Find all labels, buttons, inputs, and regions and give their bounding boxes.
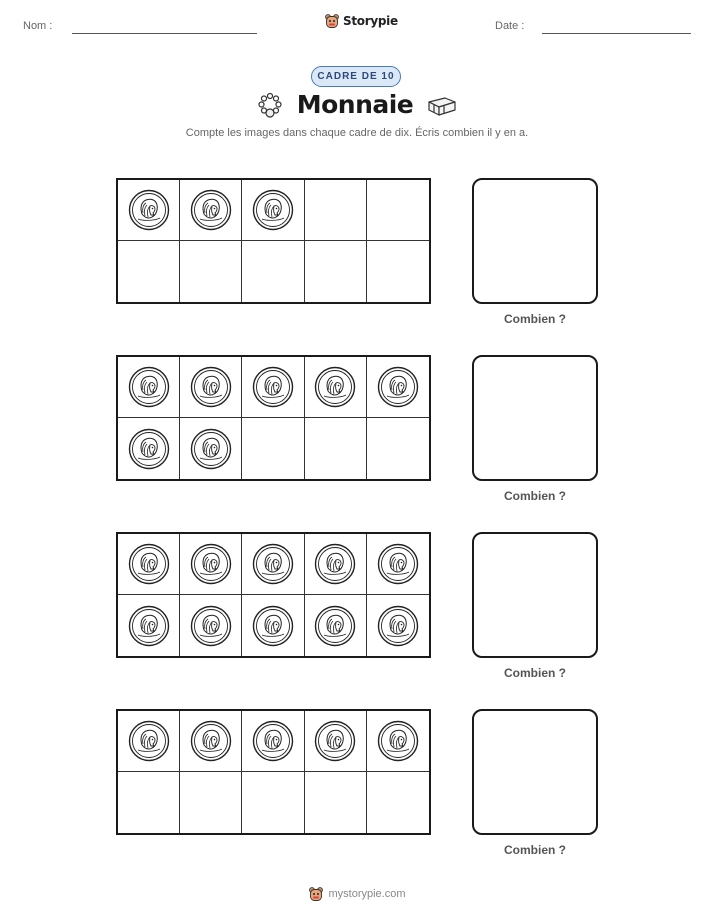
lion-coin-icon	[377, 720, 419, 762]
lion-coin-icon	[252, 189, 294, 231]
storypie-mascot-icon	[308, 886, 324, 902]
answer-box-3[interactable]	[472, 532, 598, 658]
lion-coin-icon	[377, 543, 419, 585]
frame-cell	[180, 418, 242, 479]
ten-frame-2	[116, 355, 431, 481]
frame-cell	[242, 772, 304, 833]
lion-coin-icon	[314, 605, 356, 647]
answer-label-3: Combien ?	[504, 666, 566, 680]
ten-frame-1	[116, 178, 431, 304]
answer-box-2[interactable]	[472, 355, 598, 481]
storypie-mascot-icon	[324, 13, 340, 29]
frame-cell	[305, 418, 367, 479]
lion-coin-icon	[190, 605, 232, 647]
frame-cell	[305, 534, 367, 595]
lion-coin-icon	[190, 189, 232, 231]
answer-box-1[interactable]	[472, 178, 598, 304]
frame-cell	[118, 595, 180, 656]
lion-coin-icon	[314, 366, 356, 408]
lion-coin-icon	[128, 428, 170, 470]
lion-coin-icon	[314, 543, 356, 585]
ten-frame-3	[116, 532, 431, 658]
answer-label-2: Combien ?	[504, 489, 566, 503]
date-label: Date :	[495, 20, 525, 32]
frame-cell	[118, 772, 180, 833]
frame-cell	[305, 241, 367, 302]
brand-logo	[324, 13, 398, 29]
lion-coin-icon	[190, 720, 232, 762]
lion-coin-icon	[128, 720, 170, 762]
frame-cell	[367, 595, 429, 656]
frame-cell	[242, 241, 304, 302]
frame-cell	[242, 357, 304, 418]
frame-cell	[367, 418, 429, 479]
lion-coin-icon	[377, 366, 419, 408]
frame-cell	[180, 595, 242, 656]
frame-cell	[180, 711, 242, 772]
page-title: Monnaie	[296, 90, 414, 119]
worksheet-type-badge: CADRE DE 10	[311, 66, 401, 87]
lion-coin-icon	[252, 605, 294, 647]
lion-coin-icon	[128, 366, 170, 408]
frame-cell	[305, 180, 367, 241]
frame-cell	[242, 595, 304, 656]
frame-cell	[242, 711, 304, 772]
name-line	[72, 33, 257, 34]
lion-coin-icon	[252, 366, 294, 408]
frame-cell	[367, 241, 429, 302]
footer	[0, 886, 714, 902]
lion-coin-icon	[128, 605, 170, 647]
title-row	[0, 90, 714, 119]
frame-cell	[242, 180, 304, 241]
frame-cell	[118, 241, 180, 302]
frame-cell	[305, 357, 367, 418]
instructions: Compte les images dans chaque cadre de dix. Écris combien il y en a.	[185, 127, 529, 139]
frame-cell	[118, 418, 180, 479]
frame-cell	[180, 357, 242, 418]
frame-cell	[305, 711, 367, 772]
coin-necklace-icon	[257, 92, 283, 118]
lion-coin-icon	[190, 366, 232, 408]
brand-name: Storypie	[343, 14, 398, 28]
frame-cell	[118, 534, 180, 595]
frame-cell	[118, 711, 180, 772]
lion-coin-icon	[252, 543, 294, 585]
frame-cell	[180, 534, 242, 595]
frame-cell	[242, 534, 304, 595]
frame-cell	[242, 418, 304, 479]
lion-coin-icon	[190, 543, 232, 585]
answer-box-4[interactable]	[472, 709, 598, 835]
frame-cell	[180, 241, 242, 302]
footer-url: mystorypie.com	[328, 888, 406, 900]
cash-bundle-icon	[427, 92, 457, 118]
lion-coin-icon	[128, 189, 170, 231]
name-label: Nom :	[23, 20, 53, 32]
answer-label-1: Combien ?	[504, 312, 566, 326]
frame-cell	[367, 534, 429, 595]
frame-cell	[367, 772, 429, 833]
frame-cell	[367, 711, 429, 772]
lion-coin-icon	[377, 605, 419, 647]
frame-cell	[118, 357, 180, 418]
ten-frame-4	[116, 709, 431, 835]
frame-cell	[367, 357, 429, 418]
answer-label-4: Combien ?	[504, 843, 566, 857]
frame-cell	[367, 180, 429, 241]
lion-coin-icon	[252, 720, 294, 762]
date-line	[542, 33, 691, 34]
frame-cell	[180, 772, 242, 833]
lion-coin-icon	[314, 720, 356, 762]
frame-cell	[305, 595, 367, 656]
frame-cell	[180, 180, 242, 241]
frame-cell	[305, 772, 367, 833]
lion-coin-icon	[190, 428, 232, 470]
frame-cell	[118, 180, 180, 241]
lion-coin-icon	[128, 543, 170, 585]
